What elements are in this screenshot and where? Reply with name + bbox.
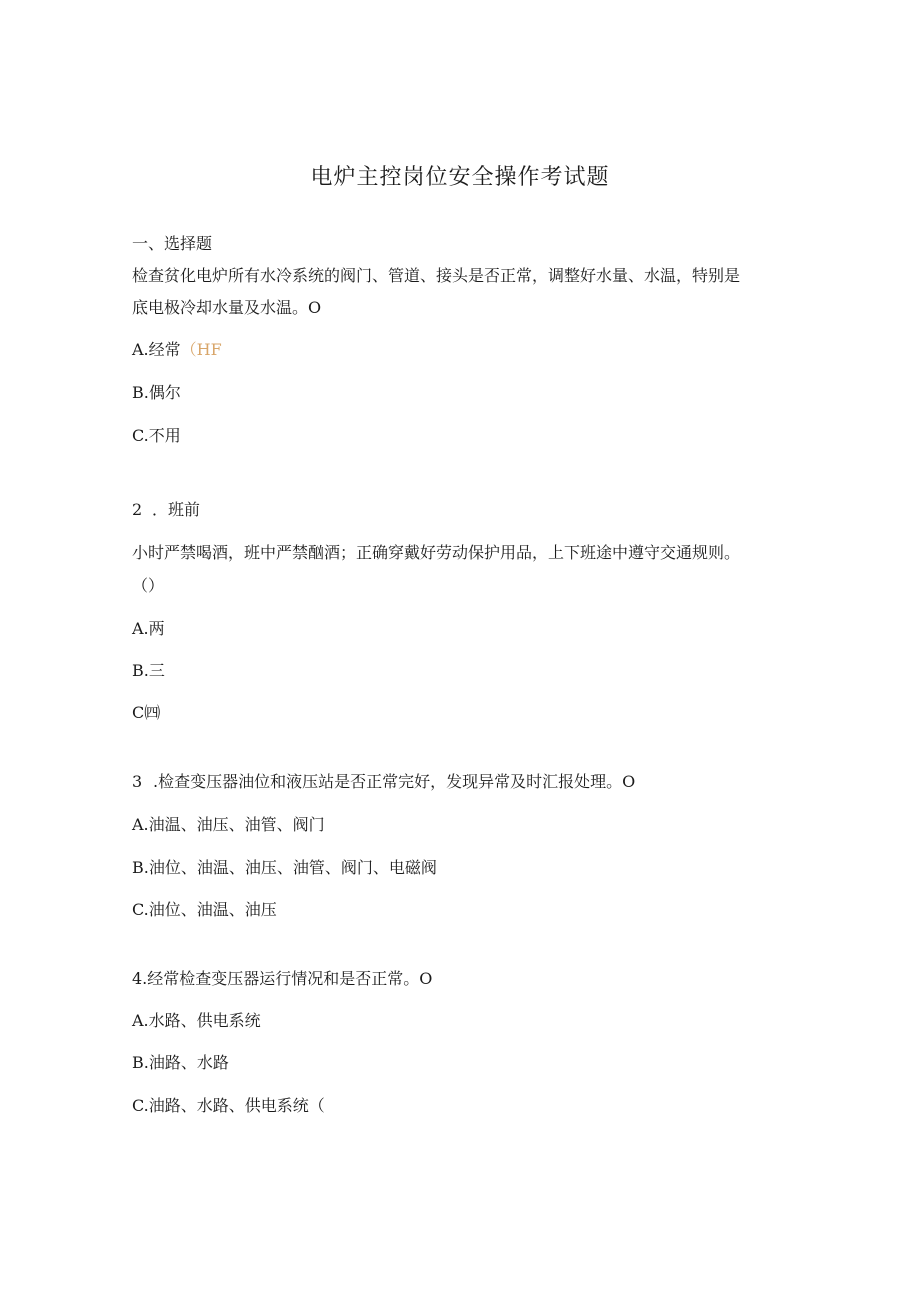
question-2-number: 2	[132, 500, 143, 519]
question-3-option-a: A.油温、油压、油管、阀门	[132, 815, 325, 834]
page-title: 电炉主控岗位安全操作考试题	[310, 165, 610, 190]
question-3-option-c: C.油位、油温、油压	[132, 900, 277, 919]
question-1-option-b: B.偶尔	[132, 383, 181, 402]
question-1-option-c: C.不用	[132, 426, 181, 445]
question-3-stem: .检查变压器油位和液压站是否正常完好，发现异常及时汇报处理。O	[153, 772, 636, 791]
question-4-option-b: B.油路、水路	[132, 1053, 229, 1072]
question-2-option-a: A.两	[132, 619, 165, 638]
question-2-stem-line-1: 小时严禁喝酒，班中严禁酗酒；正确穿戴好劳动保护用品，上下班途中遵守交通规则。	[132, 543, 741, 562]
question-4-stem: 4.经常检查变压器运行情况和是否正常。O	[132, 969, 433, 988]
question-1-stem-line-2: 底电极冷却水量及水温。O	[132, 298, 322, 317]
question-2-title: ．班前	[152, 500, 201, 519]
question-1-option-a	[132, 339, 222, 361]
question-3-option-b: B.油位、油温、油压、油管、阀门、电磁阀	[132, 858, 437, 877]
question-1-stem-line-1: 检查贫化电炉所有水冷系统的阀门、管道、接头是否正常，调整好水量、水温，特别是	[132, 266, 741, 285]
question-4-option-c: C.油路、水路、供电系统（	[132, 1096, 325, 1115]
answer-mark: （HF	[180, 340, 222, 359]
question-3-number: 3	[132, 772, 143, 791]
question-4-option-a: A.水路、供电系统	[132, 1011, 261, 1030]
question-2-option-b: B.三	[132, 661, 165, 680]
question-2-stem-line-2: （）	[132, 576, 165, 595]
section-heading: 一、选择题	[132, 234, 213, 253]
question-2-option-c: C㈣	[132, 703, 161, 722]
option-a-text: A.经常	[132, 340, 181, 359]
